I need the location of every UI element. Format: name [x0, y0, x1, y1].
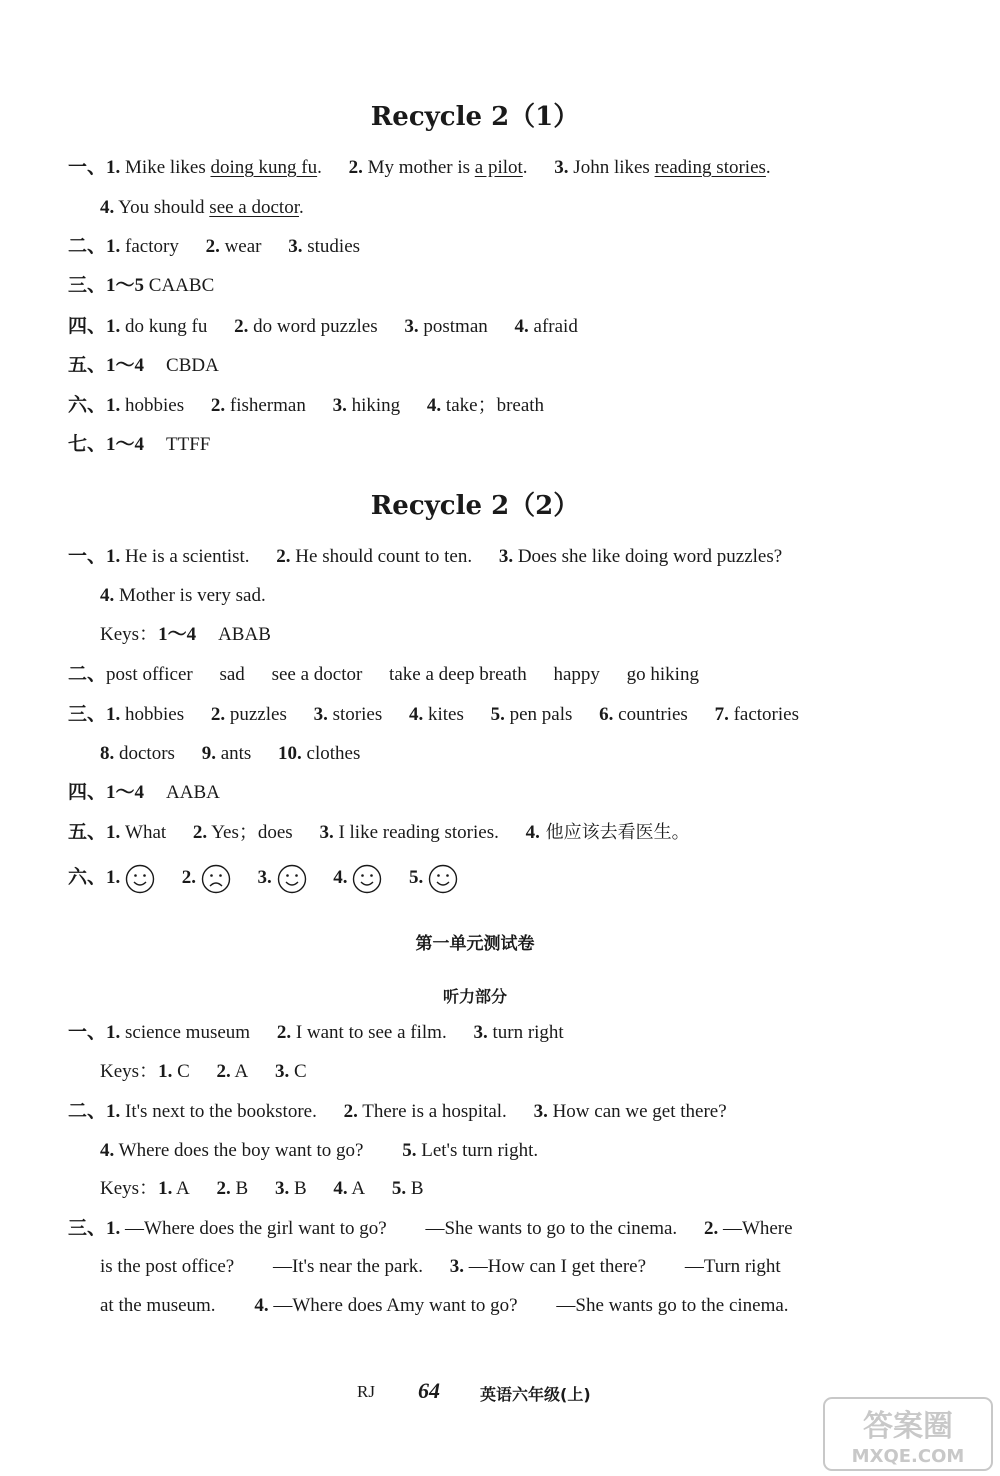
u1-q3-line-2: is the post office? —It's near the park. 3. —How can I get there? —Turn right [100, 1256, 781, 1277]
r1-q1-line: 一、1. Mike likes doing kung fu. 2. My mother is a pilot. 3. John likes reading stories. [68, 157, 771, 178]
watermark-logo [822, 1396, 994, 1472]
r2-q1-keys: Keys：1～4 ABAB [100, 624, 271, 645]
u1-q2-line: 二、1. It's next to the bookstore. 2. There is a hospital. 3. How can we get there? [68, 1101, 727, 1122]
r2-q5-line: 五、1. What 2. Yes；does 3. I like reading stories. 4. 他应该去看医生。 [68, 822, 690, 843]
r1-q7-line: 七、1～4 TTFF [68, 434, 211, 455]
edition-label: RJ [357, 1382, 375, 1401]
section-title-unit-1-test: 第一单元测试卷 [415, 934, 535, 954]
r1-q5-line: 五、1～4 CBDA [68, 355, 219, 376]
u1-q1-keys: Keys：1. C 2. A 3. C [100, 1061, 307, 1082]
u1-q3-line: 三、1. —Where does the girl want to go? —She wants to go to the cinema. 2. —Where [68, 1218, 793, 1239]
r2-q6-line: 六、1. 2. 3. 4. 5. [68, 862, 458, 894]
watermark-text: 答案圈 [863, 1409, 953, 1444]
smiley-icon [125, 864, 155, 894]
r2-q1-line: 一、1. He is a scientist. 2. He should count to ten. 3. Does she like doing word puzzles? [68, 546, 783, 567]
r2-q4-line: 四、1～4 AABA [68, 782, 220, 803]
r1-q4-line: 四、1. do kung fu 2. do word puzzles 3. postman 4. afraid [68, 316, 578, 337]
sad-face-icon [201, 864, 231, 894]
u1-q2-keys: Keys：1. A 2. B 3. B 4. A 5. B [100, 1178, 424, 1199]
u1-q1-line: 一、1. science museum 2. I want to see a film. 3. turn right [68, 1022, 564, 1043]
section-subtitle-listening: 听力部分 [442, 987, 507, 1006]
book-title: 英语六年级(上) [480, 1385, 591, 1404]
r2-q3-line-2: 8. doctors 9. ants 10. clothes [100, 743, 361, 764]
section-title-recycle-2-1: Recycle 2（1） [370, 102, 580, 132]
smiley-icon [352, 864, 382, 894]
r1-q3-line: 三、1～5 CAABC [68, 275, 215, 296]
u1-q3-line-3: at the museum. 4. —Where does Amy want to go? —She wants go to the cinema. [100, 1295, 789, 1316]
section-title-recycle-2-2: Recycle 2（2） [370, 491, 580, 521]
r1-q2-line: 二、1. factory 2. wear 3. studies [68, 236, 361, 257]
smiley-icon [277, 864, 307, 894]
smiley-icon [428, 864, 458, 894]
r1-q1-line-2: 4. You should see a doctor. [100, 197, 304, 218]
r2-q2-line: 二、post officer sad see a doctor take a deep breath happy go hiking [68, 664, 699, 685]
watermark-url: MXQE.COM [851, 1446, 965, 1467]
r1-q6-line: 六、1. hobbies 2. fisherman 3. hiking 4. take；breath [68, 395, 545, 416]
r2-q3-line: 三、1. hobbies 2. puzzles 3. stories 4. kites 5. pen pals 6. countries 7. factories [68, 704, 799, 725]
r2-q1-line-2: 4. Mother is very sad. [100, 585, 266, 606]
page-number: 64 [418, 1378, 440, 1403]
u1-q2-line-2: 4. Where does the boy want to go? 5. Let's turn right. [100, 1140, 539, 1161]
